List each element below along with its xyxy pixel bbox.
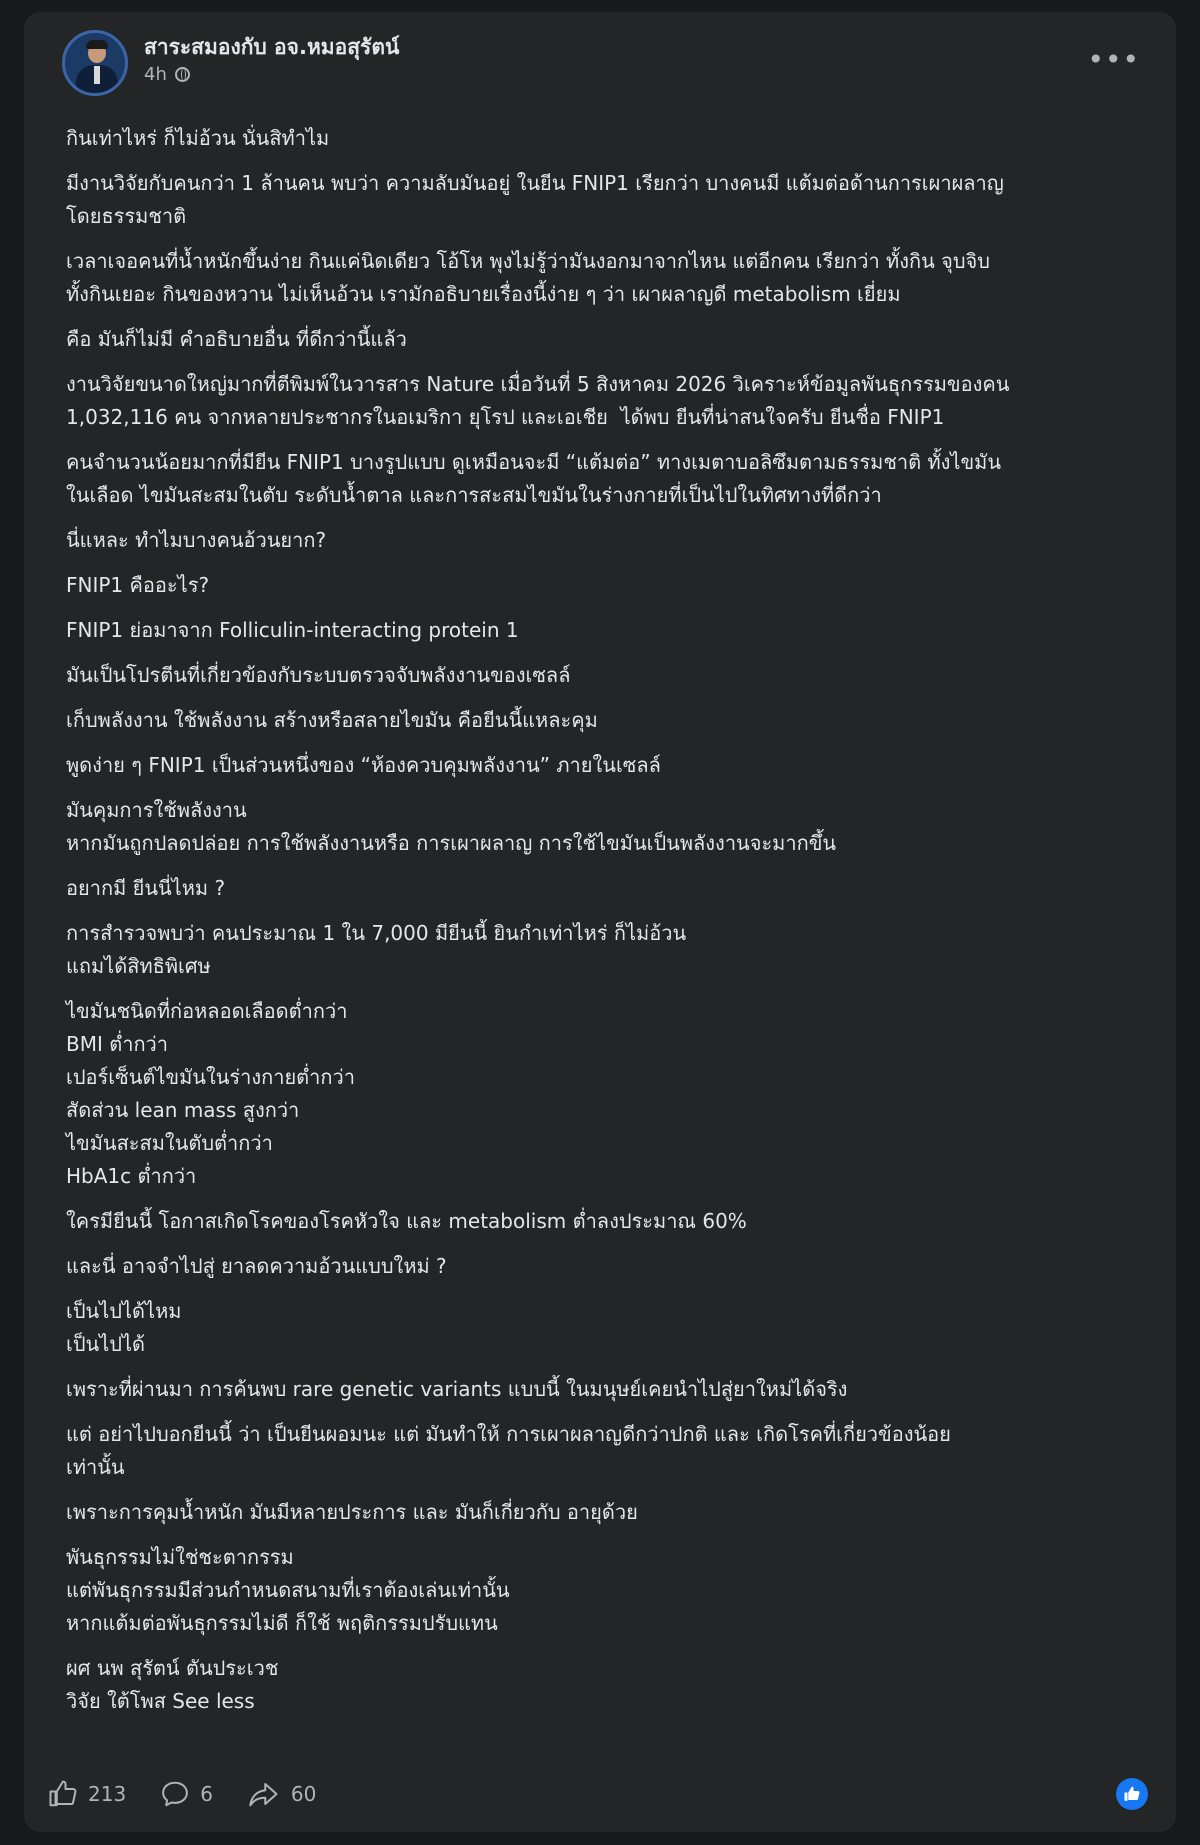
share-button[interactable]	[247, 1779, 316, 1809]
author-avatar[interactable]	[62, 30, 128, 96]
post-signature	[66, 1652, 1148, 1718]
like-button[interactable]	[48, 1779, 126, 1809]
post-paragraph: มันเป็นโปรตีนที่เกี่ยวข้องกับระบบตรวจจับพลังงานของเซลล์	[66, 663, 571, 687]
post-paragraph: มันคุมการใช้พลังงาน หากมันถูกปลดปล่อย การใช้พลังงานหรือ การเผาผลาญ การใช้ไขมันเป็นพลังงานจะมากขึ้น	[66, 798, 837, 855]
post-paragraph: ใครมียีนนี้ โอกาสเกิดโรคของโรคหัวใจ และ metabolism ต่ำลงประมาณ 60%	[66, 1209, 747, 1233]
post-body	[42, 122, 1148, 1718]
post-paragraph: พูดง่าย ๆ FNIP1 เป็นส่วนหนึ่งของ “ห้องควบคุมพลังงาน” ภายในเซลล์	[66, 753, 661, 777]
comment-icon	[160, 1779, 190, 1809]
comment-button[interactable]	[160, 1779, 213, 1809]
post-time[interactable]: 4h	[144, 64, 167, 85]
globe-icon	[175, 67, 190, 82]
post-card	[24, 12, 1176, 1832]
post-paragraph: พันธุกรรมไม่ใช่ชะตากรรม แต่พันธุกรรมมีส่วนกำหนดสนามที่เราต้องเล่นเท่านั้น หากแต้มต่อพันธุกรรมไม่ดี ก็ใช้ พฤติกรรมปรับแทน	[66, 1545, 510, 1635]
post-paragraph: เวลาเจอคนที่น้ำหนักขึ้นง่าย กินแค่นิดเดียว โอ้โห พุงไม่รู้ว่ามันงอกมาจากไหน แต่อีกคน เรียกว่า ทั้งกิน จุบจิบ ทั้งกินเยอะ กินของหวาน ไม่เห็นอ้วน เรามักอธิบายเรื่องนี้ง่าย ๆ ว่า เผาผลาญดี metabolism เยี่ยม	[66, 249, 990, 306]
post-paragraph: คนจำนวนน้อยมากที่มียีน FNIP1 บางรูปแบบ ดูเหมือนจะมี “แต้มต่อ” ทางเมตาบอลิซึมตามธรรมชาติ ทั้งไขมัน ในเลือด ไขมันสะสมในตับ ระดับน้ำตาล และการสะสมไขมันในร่างกายที่เป็นไปในทิศทางที่ดีกว่า	[66, 450, 1002, 507]
post-paragraph: เก็บพลังงาน ใช้พลังงาน สร้างหรือสลายไขมัน คือยีนนี้แหละคุม	[66, 708, 598, 732]
thumbs-up-icon	[1123, 1785, 1141, 1803]
post-paragraph: แต่ อย่าไปบอกยีนนี้ ว่า เป็นยีนผอมนะ แต่ มันทำให้ การเผาผลาญดีกว่าปกติ และ เกิดโรคที่เกี่ยวข้องน้อย เท่านั้น	[66, 1422, 951, 1479]
post-paragraph: เพราะที่ผ่านมา การค้นพบ rare genetic variants แบบนี้ ในมนุษย์เคยนำไปสู่ยาใหม่ได้จริง	[66, 1377, 848, 1401]
like-count: 213	[88, 1782, 127, 1806]
signature-text: ผศ นพ สุรัตน์ ตันประเวช วิจัย ใต้โพส	[66, 1656, 279, 1713]
post-paragraph: เพราะการคุมน้ำหนัก มันมีหลายประการ และ มันก็เกี่ยวกับ อายุด้วย	[66, 1500, 638, 1524]
post-paragraph: กินเท่าไหร่ ก็ไม่อ้วน นั่นสิทำไม	[66, 126, 330, 150]
more-options-icon[interactable]: •••	[1087, 43, 1140, 76]
like-reaction-icon[interactable]	[1116, 1778, 1148, 1810]
post-paragraph: การสำรวจพบว่า คนประมาณ 1 ใน 7,000 มียีนนี้ ยินกำเท่าไหร่ ก็ไม่อ้วน แถมได้สิทธิพิเศษ	[66, 921, 687, 978]
post-paragraph: นี่แหละ ทำไมบางคนอ้วนยาก?	[66, 528, 327, 552]
post-paragraph: เป็นไปได้ไหม เป็นไปได้	[66, 1299, 182, 1356]
post-paragraph: อยากมี ยีนนี่ไหม ?	[66, 876, 226, 900]
see-less-link[interactable]: See less	[172, 1689, 255, 1713]
share-count: 60	[290, 1782, 317, 1806]
post-paragraph: คือ มันก็ไม่มี คำอธิบายอื่น ที่ดีกว่านี้แล้ว	[66, 327, 407, 351]
post-paragraph: และนี่ อาจจำไปสู่ ยาลดความอ้วนแบบใหม่ ?	[66, 1254, 447, 1278]
post-paragraph: FNIP1 คืออะไร?	[66, 573, 210, 597]
post-meta	[144, 34, 399, 85]
like-icon	[48, 1779, 78, 1809]
author-name[interactable]: สาระสมองกับ อจ.หมอสุรัตน์	[144, 35, 400, 59]
post-time-row	[144, 64, 399, 85]
post-paragraph: งานวิจัยขนาดใหญ่มากที่ตีพิมพ์ในวารสาร Nature เมื่อวันที่ 5 สิงหาคม 2026 วิเคราะห์ข้อมูลพันธุกรรมของคน 1,032,116 คน จากหลายประชากรในอเมริกา ยุโรป และเอเชีย ได้พบ ยีนที่น่าสนใจครับ ยีนชื่อ FNIP1	[66, 372, 1010, 429]
post-header	[42, 30, 1148, 110]
post-paragraph: ไขมันชนิดที่ก่อหลอดเลือดต่ำกว่า BMI ต่ำกว่า เปอร์เซ็นต์ไขมันในร่างกายต่ำกว่า สัดส่วน lean mass สูงกว่า ไขมันสะสมในตับต่ำกว่า HbA1c ต่ำกว่า	[66, 999, 355, 1188]
comment-count: 6	[200, 1782, 213, 1806]
post-paragraph: มีงานวิจัยกับคนกว่า 1 ล้านคน พบว่า ความลับมันอยู่ ในยีน FNIP1 เรียกว่า บางคนมี แต้มต่อด้านการเผาผลาญ โดยธรรมชาติ	[66, 171, 1004, 228]
post-paragraph: FNIP1 ย่อมาจาก Folliculin-interacting protein 1	[66, 618, 519, 642]
post-actions	[48, 1772, 1148, 1816]
share-icon	[247, 1779, 281, 1809]
